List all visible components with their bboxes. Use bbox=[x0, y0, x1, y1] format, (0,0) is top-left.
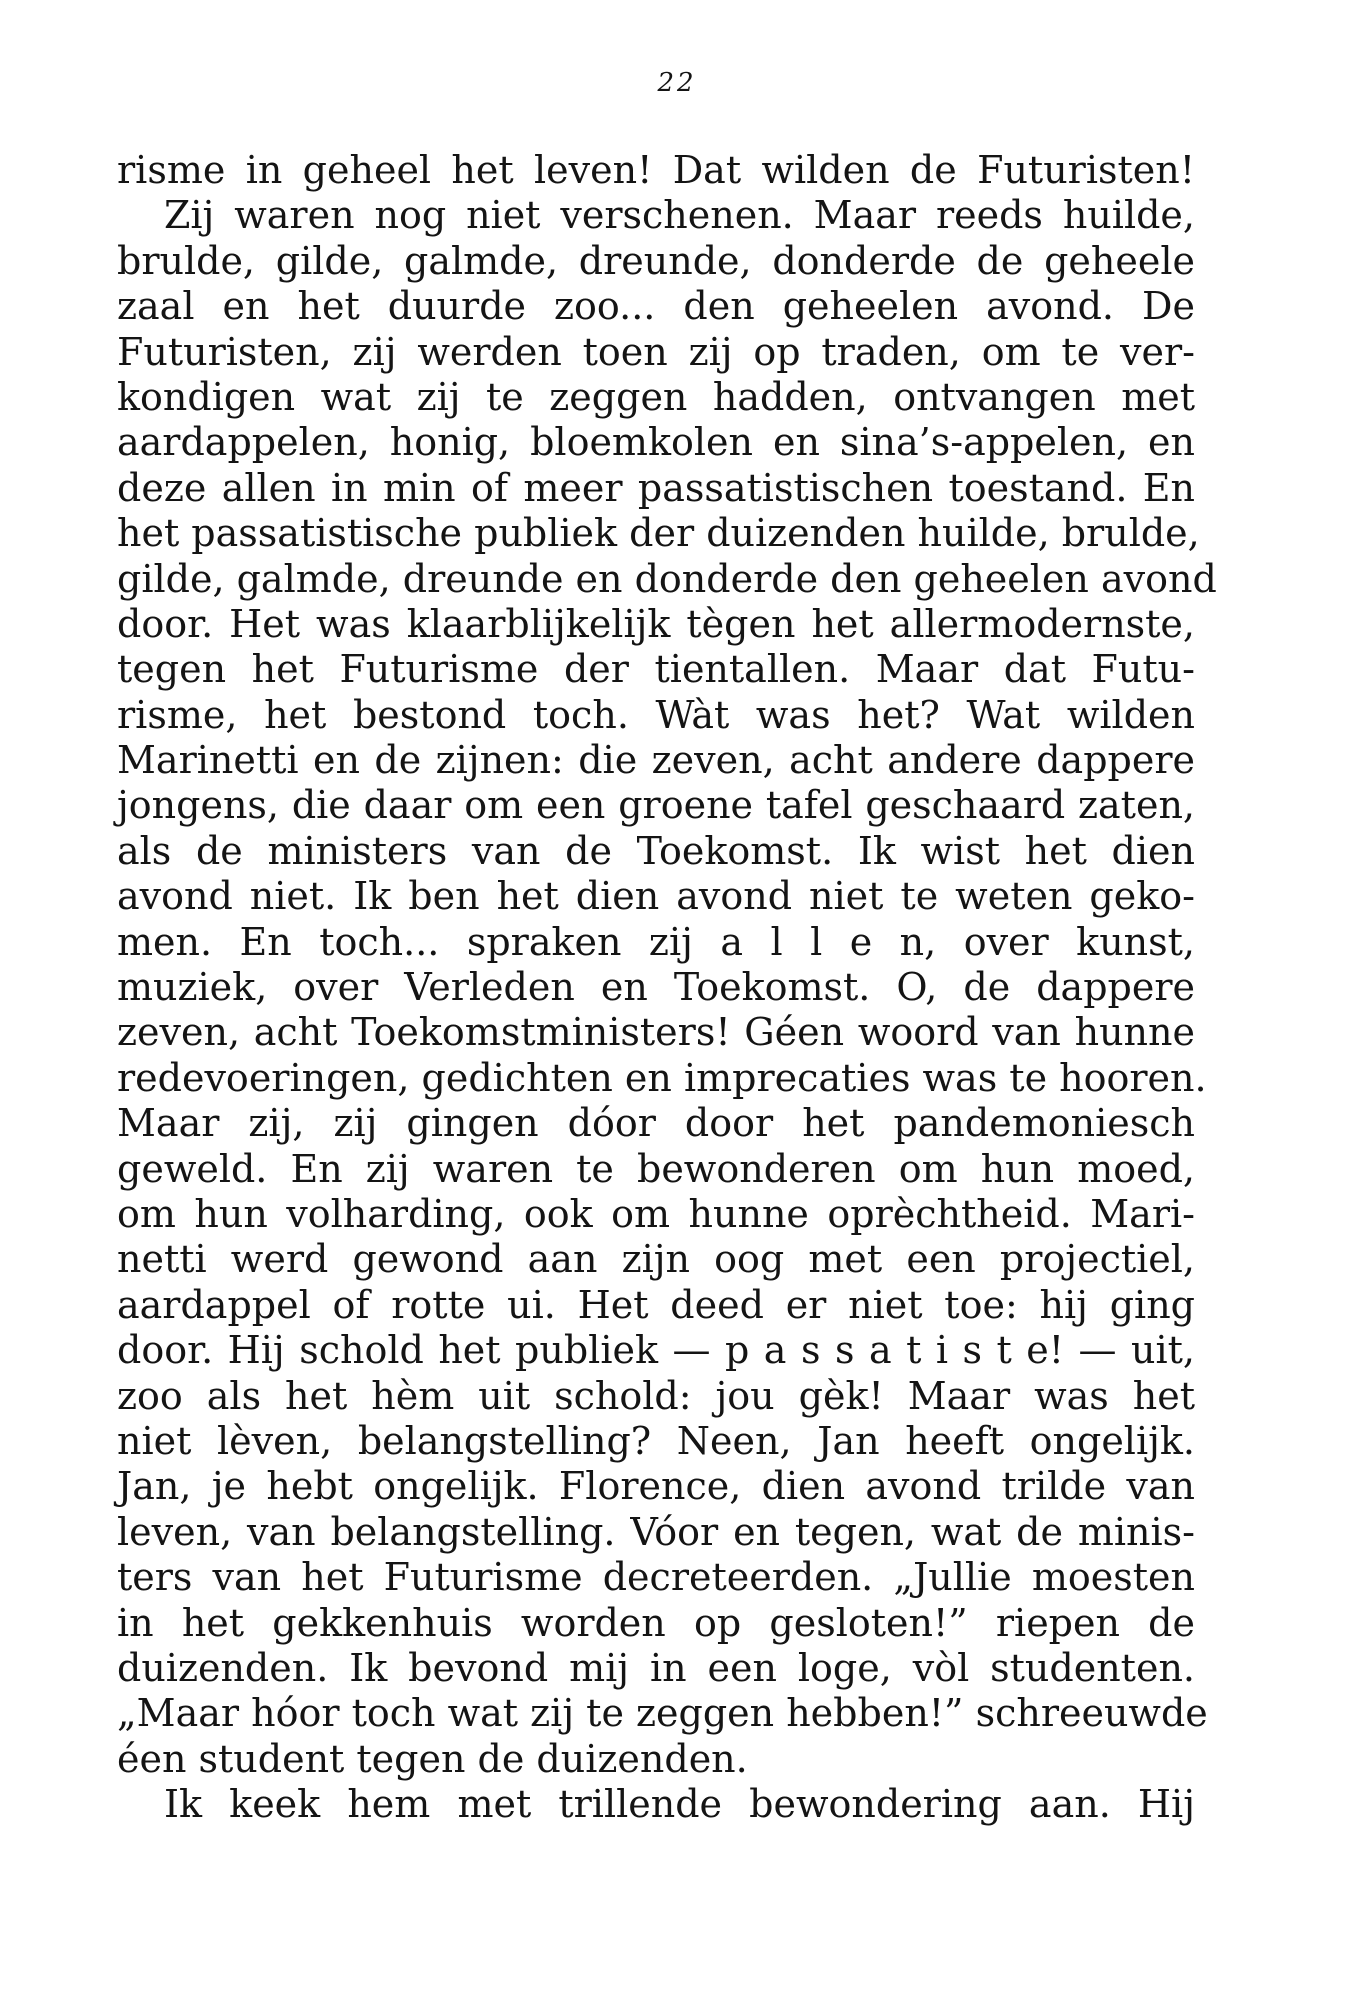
text-line: redevoeringen, gedichten en imprecaties was te hooren. bbox=[117, 1055, 1207, 1100]
text-line: „Maar hóor toch wat zij te zeggen hebben!” schreeuwde bbox=[117, 1691, 1208, 1736]
text-line: Ik keek hem met trillende bewondering aan. Hij bbox=[164, 1782, 1195, 1827]
text-line: zaal en het duurde zoo... den geheelen avond. De bbox=[117, 284, 1195, 329]
text-line: brulde, gilde, galmde, dreunde, donderde de geheele bbox=[117, 238, 1195, 283]
text-line: ters van het Futurisme decreteerden. „Jullie moesten bbox=[117, 1555, 1195, 1600]
text-line: geweld. En zij waren te bewonderen om hun moed, bbox=[117, 1146, 1195, 1191]
text-line: risme in geheel het leven! Dat wilden de Futuristen! bbox=[117, 148, 1195, 192]
text-line: duizenden. Ik bevond mij in een loge, vòl studenten. bbox=[117, 1645, 1195, 1690]
text-line: het passatistische publiek der duizenden huilde, brulde, bbox=[117, 511, 1200, 556]
page-number: 22 bbox=[657, 68, 697, 98]
text-line: tegen het Futurisme der tientallen. Maar dat Futu- bbox=[117, 647, 1195, 692]
text-line: gilde, galmde, dreunde en donderde den geheelen avond bbox=[117, 556, 1217, 601]
text-line: netti werd gewond aan zijn oog met een projectiel, bbox=[117, 1237, 1195, 1282]
text-line: deze allen in min of meer passatistischen toestand. En bbox=[117, 465, 1195, 510]
text-line: Jan, je hebt ongelijk. Florence, dien avond trilde van bbox=[117, 1464, 1195, 1509]
text-line: in het gekkenhuis worden op gesloten!” riepen de bbox=[117, 1600, 1195, 1645]
text-line: Futuristen, zij werden toen zij op traden, om te ver- bbox=[117, 329, 1195, 374]
text-line: Marinetti en de zijnen: die zeven, acht andere dappere bbox=[117, 738, 1195, 783]
text-line: éen student tegen de duizenden. bbox=[117, 1736, 748, 1781]
text-line: leven, van belangstelling. Vóor en tegen, wat de minis- bbox=[117, 1509, 1195, 1554]
text-line: niet lèven, belangstelling? Neen, Jan heeft ongelijk. bbox=[117, 1418, 1195, 1463]
body-text bbox=[117, 148, 1217, 1827]
text-line: zoo als het hèm uit schold: jou gèk! Maar was het bbox=[117, 1373, 1195, 1418]
text-line: aardappelen, honig, bloemkolen en sina’s-appelen, en bbox=[117, 420, 1195, 465]
text-line: men. En toch... spraken zij a l l e n, over kunst, bbox=[117, 919, 1195, 964]
text-line: door. Het was klaarblijkelijk tègen het allermodernste, bbox=[117, 601, 1195, 646]
text-line: risme, het bestond toch. Wàt was het? Wat wilden bbox=[117, 692, 1195, 737]
text-line: muziek, over Verleden en Toekomst. O, de dappere bbox=[117, 965, 1195, 1010]
text-line: avond niet. Ik ben het dien avond niet te weten geko- bbox=[117, 874, 1195, 919]
text-line: zeven, acht Toekomstministers! Géen woord van hunne bbox=[117, 1010, 1195, 1055]
text-line: aardappel of rotte ui. Het deed er niet toe: hij ging bbox=[117, 1282, 1195, 1327]
text-line: om hun volharding, ook om hunne oprèchtheid. Mari- bbox=[117, 1191, 1195, 1236]
text-line: door. Hij schold het publiek — p a s s a t i s t e! — uit, bbox=[117, 1328, 1195, 1373]
text-line: Maar zij, zij gingen dóor door het pandemoniesch bbox=[117, 1101, 1195, 1146]
text-line: Zij waren nog niet verschenen. Maar reeds huilde, bbox=[164, 193, 1195, 238]
text-line: jongens, die daar om een groene tafel geschaard zaten, bbox=[117, 783, 1195, 828]
text-line: kondigen wat zij te zeggen hadden, ontvangen met bbox=[117, 374, 1195, 419]
text-line: als de ministers van de Toekomst. Ik wist het dien bbox=[117, 828, 1195, 873]
